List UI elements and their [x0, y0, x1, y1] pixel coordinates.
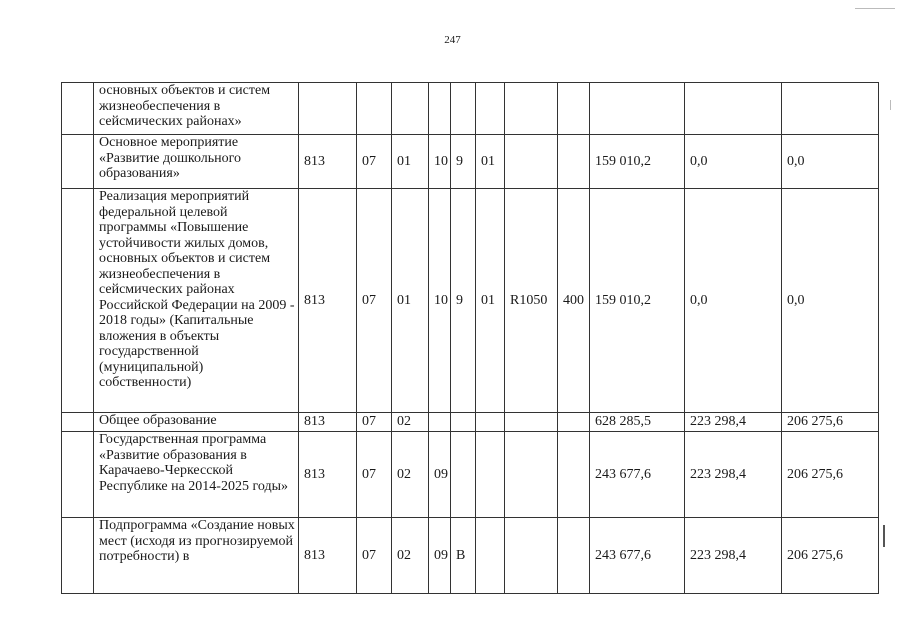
expense-type	[558, 413, 590, 432]
admin-code: 813	[299, 432, 357, 518]
indent-cell	[62, 413, 94, 432]
subsection-code: 02	[392, 432, 429, 518]
budget-table	[61, 82, 879, 594]
event-code	[476, 413, 505, 432]
sum-year-1: 243 677,6	[590, 518, 685, 594]
table-row	[62, 413, 879, 432]
expense-code: R1050	[505, 189, 558, 413]
expense-code	[505, 83, 558, 135]
sum-year-1: 159 010,2	[590, 135, 685, 189]
subsection-code	[392, 83, 429, 135]
section-code: 07	[357, 518, 392, 594]
indent-cell	[62, 518, 94, 594]
expense-code	[505, 413, 558, 432]
sum-year-3: 0,0	[782, 189, 879, 413]
table-row	[62, 135, 879, 189]
row-name: Государственная программа «Развитие образования в Карачаево-Черкесской Республике на 2014-2025 годы»	[94, 432, 299, 518]
subprogram-code: 9	[451, 135, 476, 189]
expense-code	[505, 432, 558, 518]
row-name: Основное мероприятие «Развитие дошкольного образования»	[94, 135, 299, 189]
sum-year-1	[590, 83, 685, 135]
section-code: 07	[357, 189, 392, 413]
section-code: 07	[357, 413, 392, 432]
subprogram-code: В	[451, 518, 476, 594]
sum-year-3: 206 275,6	[782, 413, 879, 432]
scan-artifact	[855, 8, 895, 9]
sum-year-2: 223 298,4	[685, 413, 782, 432]
row-name: Реализация мероприятий федеральной целевой программы «Повышение устойчивости жилых домов, основных объектов и систем жизнеобеспечения в сейсмических районах Российской Федерации на 2009 - 2018 годы» (Капитальные вложения в объекты государственной (муниципальной) собственности)	[94, 189, 299, 413]
sum-year-2	[685, 83, 782, 135]
sum-year-3: 206 275,6	[782, 518, 879, 594]
sum-year-3	[782, 83, 879, 135]
table-row	[62, 83, 879, 135]
program-code: 09	[429, 518, 451, 594]
sum-year-2: 223 298,4	[685, 518, 782, 594]
expense-code	[505, 518, 558, 594]
admin-code: 813	[299, 189, 357, 413]
subprogram-code: 9	[451, 189, 476, 413]
expense-type	[558, 83, 590, 135]
row-name: Подпрограмма «Создание новых мест (исходя из прогнозируемой потребности) в	[94, 518, 299, 594]
table-row	[62, 189, 879, 413]
indent-cell	[62, 189, 94, 413]
subprogram-code	[451, 432, 476, 518]
sum-year-1: 628 285,5	[590, 413, 685, 432]
sum-year-1: 159 010,2	[590, 189, 685, 413]
admin-code: 813	[299, 413, 357, 432]
admin-code	[299, 83, 357, 135]
expense-type: 400	[558, 189, 590, 413]
subsection-code: 02	[392, 413, 429, 432]
sum-year-1: 243 677,6	[590, 432, 685, 518]
event-code: 01	[476, 135, 505, 189]
scan-artifact	[883, 525, 885, 547]
program-code: 10	[429, 135, 451, 189]
expense-type	[558, 518, 590, 594]
sum-year-3: 206 275,6	[782, 432, 879, 518]
expense-type	[558, 135, 590, 189]
sum-year-3: 0,0	[782, 135, 879, 189]
scan-artifact	[890, 100, 891, 110]
indent-cell	[62, 83, 94, 135]
table-row	[62, 518, 879, 594]
program-code	[429, 413, 451, 432]
expense-code	[505, 135, 558, 189]
row-name: основных объектов и систем жизнеобеспечения в сейсмических районах»	[94, 83, 299, 135]
section-code: 07	[357, 135, 392, 189]
subprogram-code	[451, 413, 476, 432]
event-code	[476, 83, 505, 135]
subsection-code: 01	[392, 189, 429, 413]
subsection-code: 02	[392, 518, 429, 594]
sum-year-2: 0,0	[685, 189, 782, 413]
sum-year-2: 223 298,4	[685, 432, 782, 518]
admin-code: 813	[299, 518, 357, 594]
subsection-code: 01	[392, 135, 429, 189]
event-code	[476, 432, 505, 518]
sum-year-2: 0,0	[685, 135, 782, 189]
expense-type	[558, 432, 590, 518]
page-number: 247	[444, 34, 461, 46]
program-code: 10	[429, 189, 451, 413]
section-code	[357, 83, 392, 135]
indent-cell	[62, 135, 94, 189]
table-row	[62, 432, 879, 518]
program-code: 09	[429, 432, 451, 518]
event-code	[476, 518, 505, 594]
event-code: 01	[476, 189, 505, 413]
subprogram-code	[451, 83, 476, 135]
row-name: Общее образование	[94, 413, 299, 432]
section-code: 07	[357, 432, 392, 518]
admin-code: 813	[299, 135, 357, 189]
program-code	[429, 83, 451, 135]
indent-cell	[62, 432, 94, 518]
